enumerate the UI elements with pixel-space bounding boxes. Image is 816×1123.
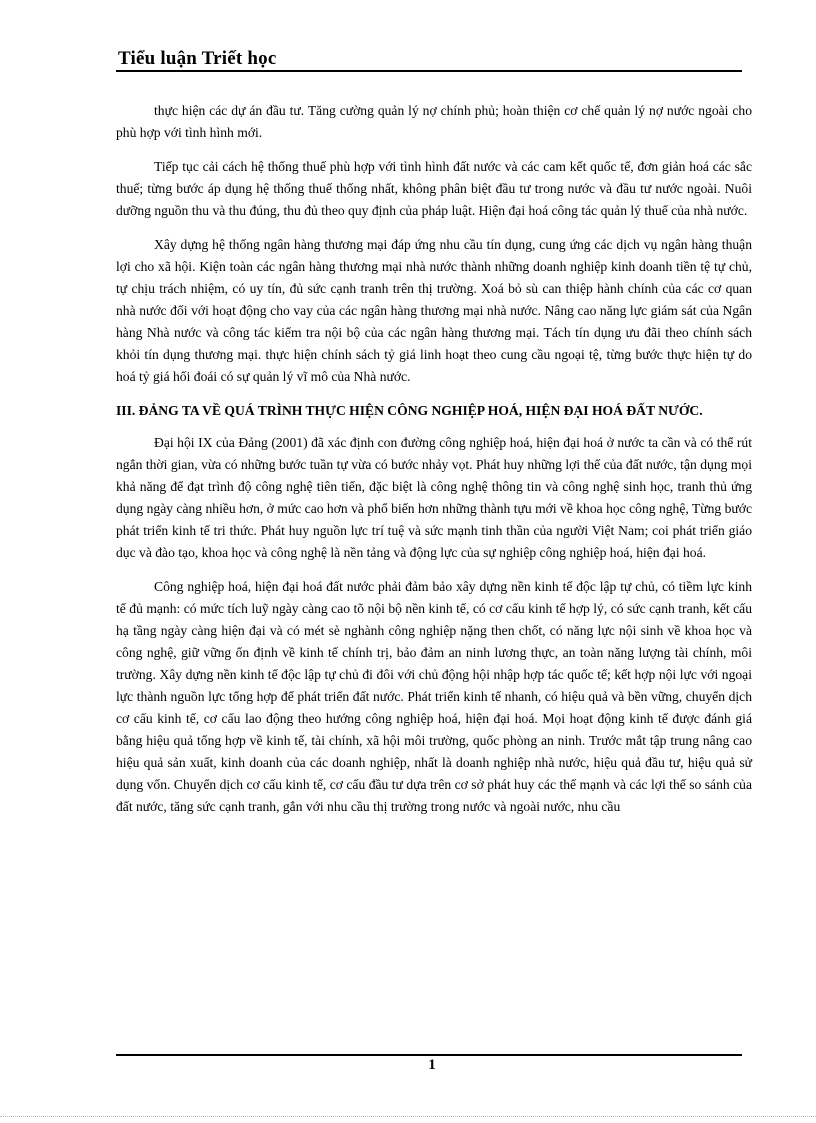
- paragraph: Xây dựng hệ thống ngân hàng thương mại đáp ứng nhu cầu tín dụng, cung ứng các dịch vụ ngân hàng thuận lợi cho xã hội. Kiện toàn các ngân hàng thương mại nhà nước thành những doanh nghiệp kinh doanh tiền tệ tự chủ, tự chịu trách nhiệm, có uy tín, đủ sức cạnh tranh trên thị trường. Xoá bỏ sù can thiệp hành chính của các cơ quan nhà nước đối với hoạt động cho vay của các ngân hàng thương mại nhà nước. Nâng cao năng lực giám sát của Ngân hàng Nhà nước và công tác kiểm tra nội bộ của các ngân hàng thương mại. Tách tín dụng ưu đãi theo chính sách khỏi tín dụng thương mại. thực hiện chính sách tỷ giá linh hoạt theo cung cầu ngoại tệ, từng bước thực hiện tự do hoá tỷ giá hối đoái có sự quản lý vĩ mô của Nhà nước.: [116, 237, 752, 384]
- footer-divider: [116, 1054, 742, 1056]
- page-number: 1: [428, 1057, 436, 1073]
- header-title: Tiểu luận Triết học: [118, 48, 277, 69]
- paragraph: Đại hội IX của Đảng (2001) đã xác định con đường công nghiệp hoá, hiện đại hoá ở nước ta cần và có thể rút ngắn thời gian, vừa có những bước tuần tự vừa có bước nhảy vọt. Phát huy những lợi thế của đất nước, tận dụng mọi khả năng để đạt trình độ công nghệ tiên tiến, đặc biệt là công nghệ thông tin và công nghệ sinh học, tranh thủ ứng dụng ngày càng nhiều hơn, ở mức cao hơn và phổ biến hơn những thành tựu mới về khoa học công nghệ, Từng bước phát triển kinh tế tri thức. Phát huy nguồn lực trí tuệ và sức mạnh tinh thần của người Việt Nam; coi phát triển giáo dục và đào tạo, khoa học và công nghệ là nền tảng và động lực của sự nghiệp công nghiệp hoá, hiện đại hoá.: [116, 435, 752, 560]
- paragraph: Tiếp tục cải cách hệ thống thuế phù hợp với tình hình đất nước và các cam kết quốc tế, đơn giản hoá các sắc thuế; từng bước áp dụng hệ thống thuế thống nhất, không phân biệt đầu tư trong nước và đầu tư nước ngoài. Nuôi dưỡng nguồn thu và thu đúng, thu đủ theo quy định của pháp luật. Hiện đại hoá công tác quản lý thuế của nhà nước.: [116, 159, 752, 218]
- document-body: [116, 100, 752, 830]
- paragraph: thực hiện các dự án đầu tư. Tăng cường quản lý nợ chính phủ; hoàn thiện cơ chế quản lý nợ nước ngoài cho phù hợp với tình hình mới.: [116, 103, 752, 140]
- header-divider: [116, 70, 742, 72]
- section-heading: III. ĐẢNG TA VỀ QUÁ TRÌNH THỰC HIỆN CÔNG NGHIỆP HOÁ, HIỆN ĐẠI HOÁ ĐẤT NƯỚC.: [116, 403, 703, 418]
- page-edge-divider: [0, 1116, 816, 1117]
- paragraph: Công nghiệp hoá, hiện đại hoá đất nước phải đảm bảo xây dựng nền kinh tế độc lập tự chủ, có tiềm lực kinh tế đủ mạnh: có mức tích luỹ ngày càng cao tõ nội bộ nền kinh tế, có cơ cấu kinh tế hợp lý, có sức cạnh tranh, kết cấu hạ tầng ngày càng hiện đại và có mét sè nghành công nghiệp nặng then chốt, có năng lực nội sinh về khoa học và công nghệ, giữ vững ổn định về kinh tế chính trị, bảo đảm an ninh lương thực, an toàn năng lượng tài chính, môi trường. Xây dựng nền kinh tế độc lập tự chủ đi đôi với chủ động hội nhập hợp tác quốc tế; kết hợp nội lực với ngoại lực thành nguồn lực tổng hợp để phát triển đất nước. Phát triển kinh tế nhanh, có hiệu quả và bền vững, chuyển dịch cơ cấu kinh tế, cơ cấu lao động theo hướng công nghiệp hoá, hiện đại hoá. Mọi hoạt động kinh tế được đánh giá bằng hiệu quả tổng hợp về kinh tế, tài chính, xã hội môi trường, quốc phòng an ninh. Trước mắt tập trung nâng cao hiệu quả sản xuất, kinh doanh của các doanh nghiệp, nhất là doanh nghiệp nhà nước, hiệu quả đầu tư, hiệu quả sử dụng vốn. Chuyển dịch cơ cấu kinh tế, cơ cấu đầu tư dựa trên cơ sở phát huy các thế mạnh và các lợi thế so sánh của đất nước, tăng sức cạnh tranh, gắn với nhu cầu thị trường trong nước và ngoài nước, nhu cầu: [116, 579, 752, 814]
